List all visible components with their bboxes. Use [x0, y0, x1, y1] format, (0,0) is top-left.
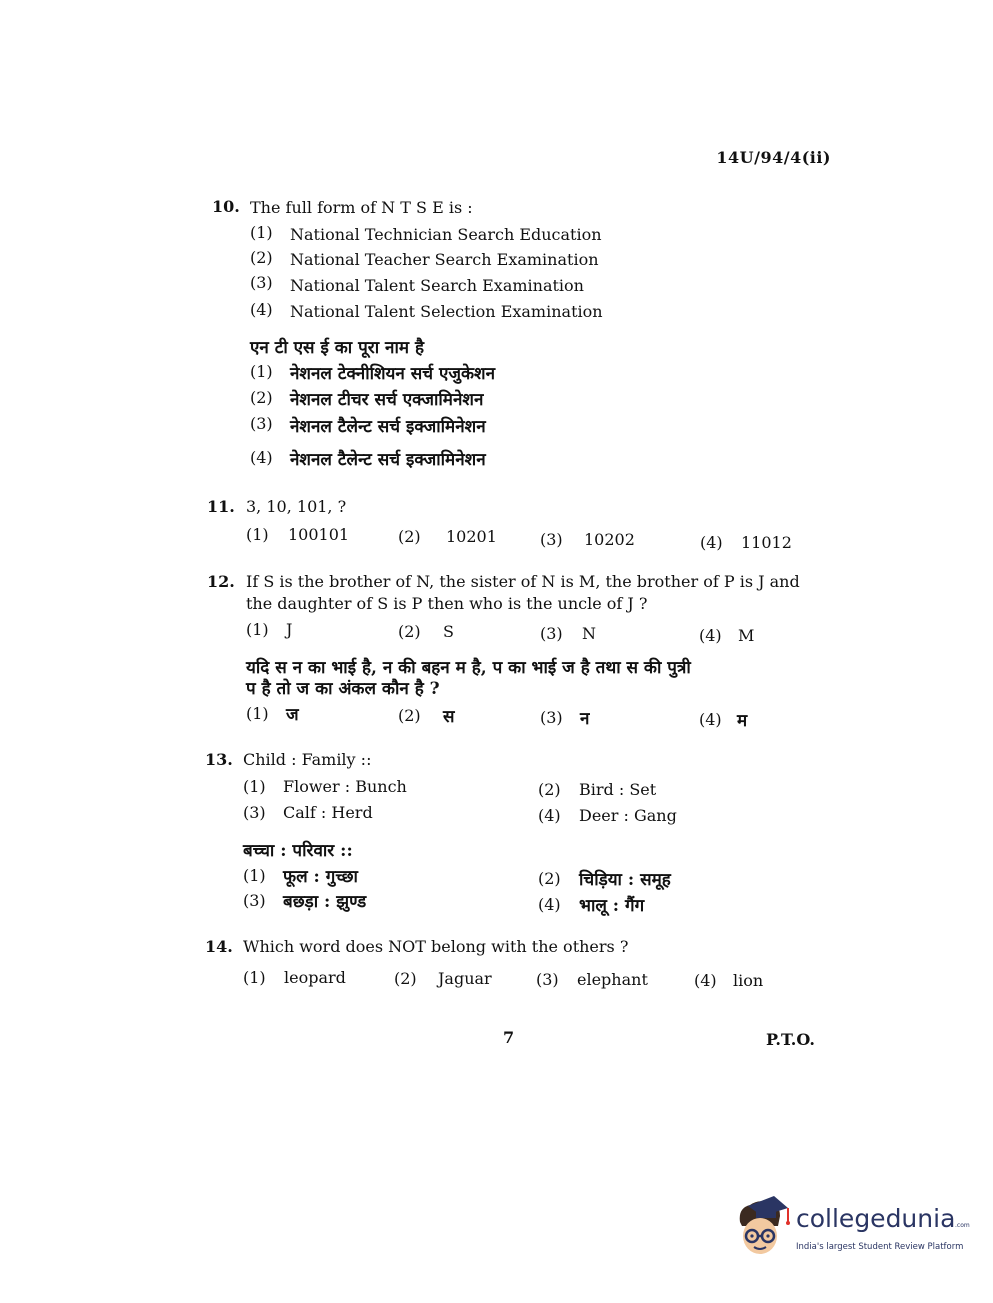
- option-text-hi: भालू : गैंग: [579, 896, 645, 916]
- option-text: National Talent Search Examination: [290, 276, 584, 295]
- option-text: National Teacher Search Examination: [290, 250, 599, 269]
- collegedunia-watermark: [730, 1196, 970, 1262]
- option-num: (1): [246, 704, 269, 723]
- question-text-en: The full form of N T S E is :: [250, 198, 473, 217]
- option-num: (3): [540, 708, 563, 727]
- option-text-hi: स: [443, 707, 455, 727]
- question-number: 12.: [207, 572, 235, 591]
- option-text: 10201: [446, 527, 497, 546]
- pto-label: P.T.O.: [766, 1030, 815, 1049]
- option-text: leopard: [284, 968, 346, 987]
- question-text-en-line2: the daughter of S is P then who is the uncle of J ?: [246, 594, 648, 613]
- brand-name: collegedunia: [796, 1204, 956, 1233]
- question-number: 14.: [205, 937, 233, 956]
- option-text: Flower : Bunch: [283, 777, 407, 796]
- question-text-en-line1: If S is the brother of N, the sister of N is M, the brother of P is J and: [246, 572, 800, 591]
- option-text: lion: [733, 971, 764, 990]
- option-text-hi: चिड़िया : समूह: [579, 870, 671, 890]
- option-text: M: [738, 626, 755, 645]
- option-num: (2): [538, 780, 561, 799]
- option-num: (3): [536, 970, 559, 989]
- option-num: (1): [243, 866, 266, 885]
- option-text: Jaguar: [438, 969, 492, 988]
- option-text: 100101: [288, 525, 350, 544]
- option-text-hi: नेशनल टेक्नीशियन सर्च एजुकेशन: [290, 364, 496, 384]
- option-text: N: [582, 624, 596, 643]
- option-num: (4): [699, 626, 722, 645]
- option-text: 11012: [741, 533, 792, 552]
- option-num: (4): [699, 710, 722, 729]
- option-num: (2): [250, 388, 273, 407]
- option-num: (1): [243, 777, 266, 796]
- question-text-en: Which word does NOT belong with the others ?: [243, 937, 629, 956]
- option-num: (2): [538, 869, 561, 888]
- option-num: (3): [243, 891, 266, 910]
- question-text-hi: बच्चा : परिवार ::: [243, 841, 353, 861]
- option-text: Deer : Gang: [579, 806, 677, 825]
- option-text-hi: ज: [286, 705, 299, 725]
- option-num: (3): [250, 273, 273, 292]
- option-num: (4): [694, 971, 717, 990]
- brand-tagline: India's largest Student Review Platform: [796, 1242, 964, 1252]
- option-text-hi: न: [580, 709, 590, 729]
- option-text-hi: नेशनल टीचर सर्च एक्जामिनेशन: [290, 390, 484, 410]
- option-num: (1): [250, 223, 273, 242]
- option-text-hi: नेशनल टैलेन्ट सर्च इक्जामिनेशन: [290, 450, 486, 470]
- brand-com: .com: [955, 1222, 970, 1229]
- question-number: 10.: [212, 197, 240, 216]
- question-text-hi-line1: यदि स न का भाई है, न की बहन म है, प का भाई ज है तथा स की पुत्री: [246, 658, 691, 678]
- option-num: (2): [398, 706, 421, 725]
- question-number: 11.: [207, 497, 235, 516]
- page-number: 7: [503, 1028, 515, 1047]
- question-number: 13.: [205, 750, 233, 769]
- option-num: (3): [540, 624, 563, 643]
- option-num: (4): [250, 448, 273, 467]
- option-num: (1): [243, 968, 266, 987]
- mascot-icon: [730, 1196, 792, 1262]
- option-num: (1): [246, 525, 269, 544]
- option-num: (1): [246, 620, 269, 639]
- option-num: (3): [243, 803, 266, 822]
- option-text: National Technician Search Education: [290, 225, 602, 244]
- paper-code: 14U/94/4(ii): [716, 148, 831, 167]
- question-text-en: 3, 10, 101, ?: [246, 497, 347, 516]
- option-text-hi: म: [737, 711, 748, 731]
- option-num: (2): [398, 622, 421, 641]
- option-num: (2): [398, 527, 421, 546]
- option-text: 10202: [584, 530, 635, 549]
- option-text-hi: फूल : गुच्छा: [283, 867, 358, 887]
- option-text: Calf : Herd: [283, 803, 373, 822]
- option-text-hi: नेशनल टैलेन्ट सर्च इक्जामिनेशन: [290, 417, 486, 437]
- option-num: (2): [250, 248, 273, 267]
- option-text-hi: बछड़ा : झुण्ड: [283, 892, 367, 912]
- option-num: (3): [540, 530, 563, 549]
- question-text-en: Child : Family ::: [243, 750, 372, 769]
- option-num: (1): [250, 362, 273, 381]
- option-num: (4): [700, 533, 723, 552]
- option-num: (2): [394, 969, 417, 988]
- option-text: elephant: [577, 970, 648, 989]
- option-text: Bird : Set: [579, 780, 657, 799]
- option-num: (4): [538, 895, 561, 914]
- option-num: (3): [250, 414, 273, 433]
- option-num: (4): [250, 300, 273, 319]
- option-text: J: [286, 620, 293, 639]
- option-num: (4): [538, 806, 561, 825]
- option-text: National Talent Selection Examination: [290, 302, 603, 321]
- question-text-hi-line2: प है तो ज का अंकल कौन है ?: [246, 679, 440, 699]
- option-text: S: [443, 622, 454, 641]
- question-text-hi: एन टी एस ई का पूरा नाम है: [250, 338, 424, 358]
